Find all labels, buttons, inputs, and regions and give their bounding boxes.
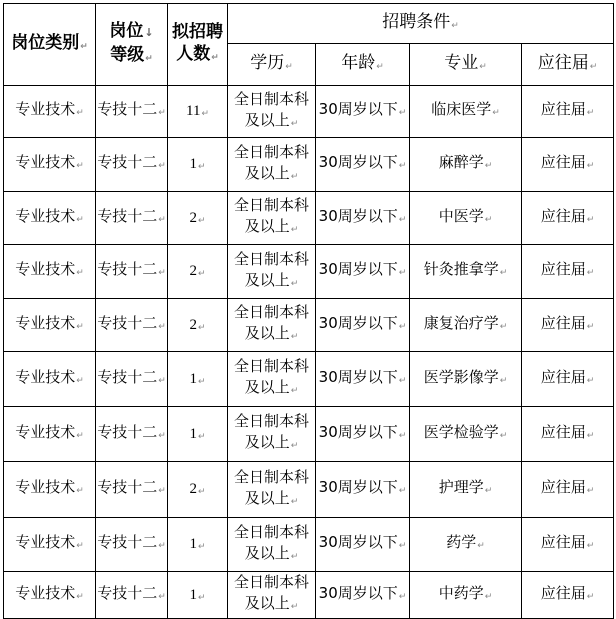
header-major [410,44,522,86]
paragraph-mark-icon: ↵ [484,161,493,171]
level-cell-text: 专技十二 [97,422,158,441]
paragraph-mark-icon: ↵ [158,375,166,386]
category-cell-text: 专业技术 [15,533,76,551]
category-cell [4,572,96,619]
paragraph-mark-icon: ↵ [499,430,508,441]
paragraph-mark-icon: ↵ [158,541,166,551]
header-level-line1: 岗位 [109,20,144,41]
major-cell-text: 药学 [446,533,477,551]
paragraph-mark-icon: ↵ [479,61,487,72]
major-cell [410,138,522,192]
major-cell-text: 中药学 [438,583,484,602]
graduate-cell [522,86,614,138]
education-line1: 全日制本科 [233,357,309,375]
major-cell [410,86,522,138]
education-line1: 全日制本科 [233,522,309,541]
paragraph-mark-icon: ↵ [290,441,299,451]
category-cell-text: 专业技术 [15,260,76,278]
paragraph-mark-icon: ↵ [586,591,595,602]
age-cell-text: 30周岁以下 [318,422,398,441]
count-cell-text: 2 [189,316,197,333]
graduate-cell-text: 应往届 [540,367,586,386]
header-level [96,4,168,86]
education-line1: 全日制本科 [233,249,309,268]
paragraph-mark-icon: ↵ [398,108,407,118]
table-row [4,138,614,192]
age-cell-text: 30周岁以下 [318,153,398,171]
education-cell [228,572,316,619]
header-conditions-text: 招聘条件 [382,11,451,32]
paragraph-mark-icon: ↵ [586,486,595,496]
paragraph-mark-icon: ↵ [586,268,595,278]
level-cell [96,299,168,352]
count-cell [168,138,228,192]
header-count-line2: 人数 [176,43,211,64]
paragraph-mark-icon: ↵ [499,375,508,386]
education-line1: 全日制本科 [233,303,309,321]
age-cell [316,407,410,462]
education-cell [228,462,316,518]
category-cell [4,352,96,407]
education-line2: 及以上 [244,488,290,507]
graduate-cell-text: 应往届 [540,422,586,441]
education-cell [228,192,316,245]
count-cell-text: 1 [189,425,197,442]
category-cell-text: 专业技术 [15,422,76,441]
category-cell-text: 专业技术 [15,478,76,496]
count-cell [168,407,228,462]
count-cell-text: 2 [189,263,197,279]
count-cell [168,299,228,352]
major-cell-text: 中医学 [438,206,484,225]
count-cell [168,86,228,138]
major-cell-text: 医学影像学 [423,367,499,386]
graduate-cell-text: 应往届 [540,100,586,118]
paragraph-mark-icon: ↵ [586,161,595,171]
table-row [4,462,614,518]
paragraph-mark-icon: ↵ [589,61,598,72]
age-cell [316,352,410,407]
paragraph-mark-icon: ↵ [76,268,84,278]
table-body [4,86,614,619]
table-row [4,299,614,352]
table-row [4,86,614,138]
paragraph-mark-icon: ↵ [290,332,299,342]
level-cell-text: 专技十二 [97,583,158,602]
header-category [4,4,96,86]
header-education [228,44,316,86]
category-cell-text: 专业技术 [15,583,76,602]
category-cell [4,518,96,572]
category-cell [4,245,96,299]
paragraph-mark-icon: ↵ [76,486,84,496]
major-cell [410,192,522,245]
paragraph-mark-icon: ↵ [398,591,407,602]
age-cell [316,572,410,619]
education-cell [228,138,316,192]
level-cell [96,192,168,245]
paragraph-mark-icon: ↵ [586,214,595,225]
paragraph-mark-icon: ↵ [484,591,493,602]
level-cell-text: 专技十二 [97,478,158,496]
paragraph-mark-icon: ↵ [586,375,595,386]
paragraph-mark-icon: ↵ [586,430,595,441]
graduate-cell-text: 应往届 [540,260,586,278]
paragraph-mark-icon: ↵ [76,214,84,225]
level-cell [96,352,168,407]
age-cell-text: 30周岁以下 [318,313,398,332]
paragraph-mark-icon: ↵ [484,486,493,496]
paragraph-mark-icon: ↵ [290,118,299,129]
major-cell-text: 康复治疗学 [423,313,499,332]
category-cell-text: 专业技术 [15,206,76,225]
education-line2: 及以上 [244,110,290,129]
graduate-cell [522,518,614,572]
level-cell-text: 专技十二 [97,367,158,386]
paragraph-mark-icon: ↵ [197,321,206,332]
count-cell-text: 1 [189,370,197,387]
level-cell-text: 专技十二 [97,533,158,551]
category-cell [4,86,96,138]
paragraph-mark-icon: ↵ [376,61,384,72]
age-cell [316,518,410,572]
paragraph-mark-icon: ↵ [477,541,485,551]
major-cell [410,352,522,407]
table-row [4,352,614,407]
education-line2: 及以上 [244,270,290,289]
graduate-cell-text: 应往届 [540,478,586,496]
header-row-top [4,4,614,44]
paragraph-mark-icon: ↵ [398,268,407,278]
education-line2: 及以上 [244,543,290,562]
category-cell-text: 专业技术 [15,153,76,171]
education-line1: 全日制本科 [233,467,309,486]
level-cell-text: 专技十二 [97,206,158,225]
graduate-cell [522,572,614,619]
education-cell [228,299,316,352]
paragraph-mark-icon: ↵ [398,486,407,496]
paragraph-mark-icon: ↵ [398,430,407,441]
header-level-line2: 等级 [110,44,145,65]
paragraph-mark-icon: ↵ [197,430,206,441]
graduate-cell-text: 应往届 [540,206,586,225]
category-cell [4,138,96,192]
header-major-text: 专业 [444,52,479,73]
paragraph-mark-icon: ↵ [158,321,166,332]
header-graduate [522,44,614,86]
education-line2: 及以上 [244,217,290,235]
paragraph-mark-icon: ↵ [398,214,407,225]
age-cell [316,86,410,138]
age-cell [316,192,410,245]
major-cell-text: 医学检验学 [423,422,499,441]
graduate-cell [522,192,614,245]
table-row [4,572,614,619]
header-count-line1: 拟招聘 [172,21,223,42]
count-cell [168,192,228,245]
count-cell-text: 11 [186,103,201,119]
paragraph-mark-icon: ↵ [290,278,299,289]
major-cell [410,572,522,619]
table-row [4,407,614,462]
level-cell [96,245,168,299]
paragraph-mark-icon: ↵ [201,108,209,118]
paragraph-mark-icon: ↵ [197,591,206,602]
major-cell [410,518,522,572]
paragraph-mark-icon: ↵ [76,375,84,386]
paragraph-mark-icon: ↵ [499,268,508,278]
graduate-cell-text: 应往届 [540,533,586,551]
age-cell-text: 30周岁以下 [318,206,398,225]
header-age-text: 年龄 [341,52,376,73]
paragraph-mark-icon: ↵ [586,108,595,118]
paragraph-mark-icon: ↵ [451,20,459,31]
level-cell [96,518,168,572]
count-cell-text: 2 [189,209,197,226]
education-line2: 及以上 [244,324,290,342]
header-age [316,44,410,86]
education-line1: 全日制本科 [233,142,309,161]
paragraph-mark-icon: ↵ [197,214,206,225]
level-cell-text: 专技十二 [97,260,158,278]
level-cell [96,462,168,518]
category-cell-text: 专业技术 [15,313,76,332]
category-cell [4,462,96,518]
paragraph-mark-icon: ↵ [398,541,407,551]
graduate-cell [522,407,614,462]
graduate-cell-text: 应往届 [540,153,586,171]
paragraph-mark-icon: ↵ [290,171,299,182]
education-cell [228,352,316,407]
paragraph-mark-icon: ↵ [499,321,508,332]
count-cell-text: 1 [189,586,197,603]
education-line1: 全日制本科 [233,412,309,430]
age-cell-text: 30周岁以下 [318,583,398,602]
education-line1: 全日制本科 [233,196,309,214]
age-cell-text: 30周岁以下 [318,478,398,496]
paragraph-mark-icon: ↵ [76,541,84,551]
major-cell [410,462,522,518]
header-education-text: 学历 [250,52,285,73]
level-cell [96,86,168,138]
paragraph-mark-icon: ↵ [398,161,407,171]
paragraph-mark-icon: ↵ [145,53,153,64]
paragraph-mark-icon: ↵ [290,496,299,507]
count-cell [168,518,228,572]
paragraph-mark-icon: ↵ [158,108,166,118]
recruitment-table [3,3,614,619]
education-line2: 及以上 [244,163,290,182]
level-cell [96,138,168,192]
graduate-cell [522,462,614,518]
line-break-icon: ↓ [144,25,154,39]
level-cell-text: 专技十二 [97,100,158,118]
header-graduate-text: 应往届 [537,52,589,73]
education-cell [228,518,316,572]
paragraph-mark-icon: ↵ [158,214,166,225]
age-cell [316,299,410,352]
education-cell [228,86,316,138]
category-cell-text: 专业技术 [15,367,76,386]
graduate-cell [522,299,614,352]
age-cell [316,462,410,518]
education-line2: 及以上 [244,378,290,396]
level-cell-text: 专技十二 [97,153,158,171]
paragraph-mark-icon: ↵ [80,41,88,52]
graduate-cell-text: 应往届 [540,313,586,332]
paragraph-mark-icon: ↵ [398,321,407,332]
count-cell [168,462,228,518]
age-cell-text: 30周岁以下 [318,533,398,551]
major-cell-text: 麻醉学 [438,153,484,171]
table-row [4,192,614,245]
category-cell [4,407,96,462]
count-cell [168,245,228,299]
level-cell [96,407,168,462]
level-cell [96,572,168,619]
category-cell-text: 专业技术 [15,100,76,118]
paragraph-mark-icon: ↵ [290,386,299,396]
education-line2: 及以上 [244,594,290,612]
paragraph-mark-icon: ↵ [76,108,84,118]
paragraph-mark-icon: ↵ [484,214,493,225]
age-cell-text: 30周岁以下 [318,367,398,386]
major-cell-text: 临床医学 [431,100,492,118]
graduate-cell [522,352,614,407]
paragraph-mark-icon: ↵ [290,551,299,562]
education-line2: 及以上 [244,433,290,451]
education-line1: 全日制本科 [233,573,309,591]
major-cell-text: 护理学 [438,478,484,496]
paragraph-mark-icon: ↵ [197,268,206,278]
table-row [4,245,614,299]
category-cell [4,299,96,352]
category-cell [4,192,96,245]
paragraph-mark-icon: ↵ [211,52,219,63]
count-cell-text: 1 [189,536,197,552]
paragraph-mark-icon: ↵ [398,375,407,386]
graduate-cell-text: 应往届 [540,583,586,602]
table-row [4,518,614,572]
header-category-text: 岗位类别 [11,32,80,53]
level-cell-text: 专技十二 [97,313,158,332]
header-conditions [228,4,614,44]
paragraph-mark-icon: ↵ [76,161,84,171]
education-line1: 全日制本科 [233,89,309,108]
major-cell-text: 针灸推拿学 [423,260,499,278]
paragraph-mark-icon: ↵ [76,321,84,332]
education-cell [228,407,316,462]
age-cell-text: 30周岁以下 [318,100,398,118]
count-cell-text: 2 [189,481,197,497]
major-cell [410,245,522,299]
paragraph-mark-icon: ↵ [76,430,84,441]
count-cell [168,352,228,407]
age-cell [316,138,410,192]
count-cell [168,572,228,619]
graduate-cell [522,138,614,192]
paragraph-mark-icon: ↵ [197,486,206,496]
education-cell [228,245,316,299]
header-count [168,4,228,86]
paragraph-mark-icon: ↵ [586,541,595,551]
paragraph-mark-icon: ↵ [586,321,595,332]
paragraph-mark-icon: ↵ [158,161,166,171]
paragraph-mark-icon: ↵ [197,161,206,171]
count-cell-text: 1 [189,156,197,172]
paragraph-mark-icon: ↵ [492,108,500,118]
age-cell-text: 30周岁以下 [318,260,398,278]
paragraph-mark-icon: ↵ [158,268,166,278]
paragraph-mark-icon: ↵ [158,486,166,496]
age-cell [316,245,410,299]
paragraph-mark-icon: ↵ [290,602,299,612]
paragraph-mark-icon: ↵ [290,225,299,235]
major-cell [410,299,522,352]
paragraph-mark-icon: ↵ [158,430,166,441]
graduate-cell [522,245,614,299]
paragraph-mark-icon: ↵ [197,541,206,551]
paragraph-mark-icon: ↵ [76,591,84,602]
paragraph-mark-icon: ↵ [197,375,206,386]
paragraph-mark-icon: ↵ [158,591,166,602]
paragraph-mark-icon: ↵ [285,61,293,72]
major-cell [410,407,522,462]
